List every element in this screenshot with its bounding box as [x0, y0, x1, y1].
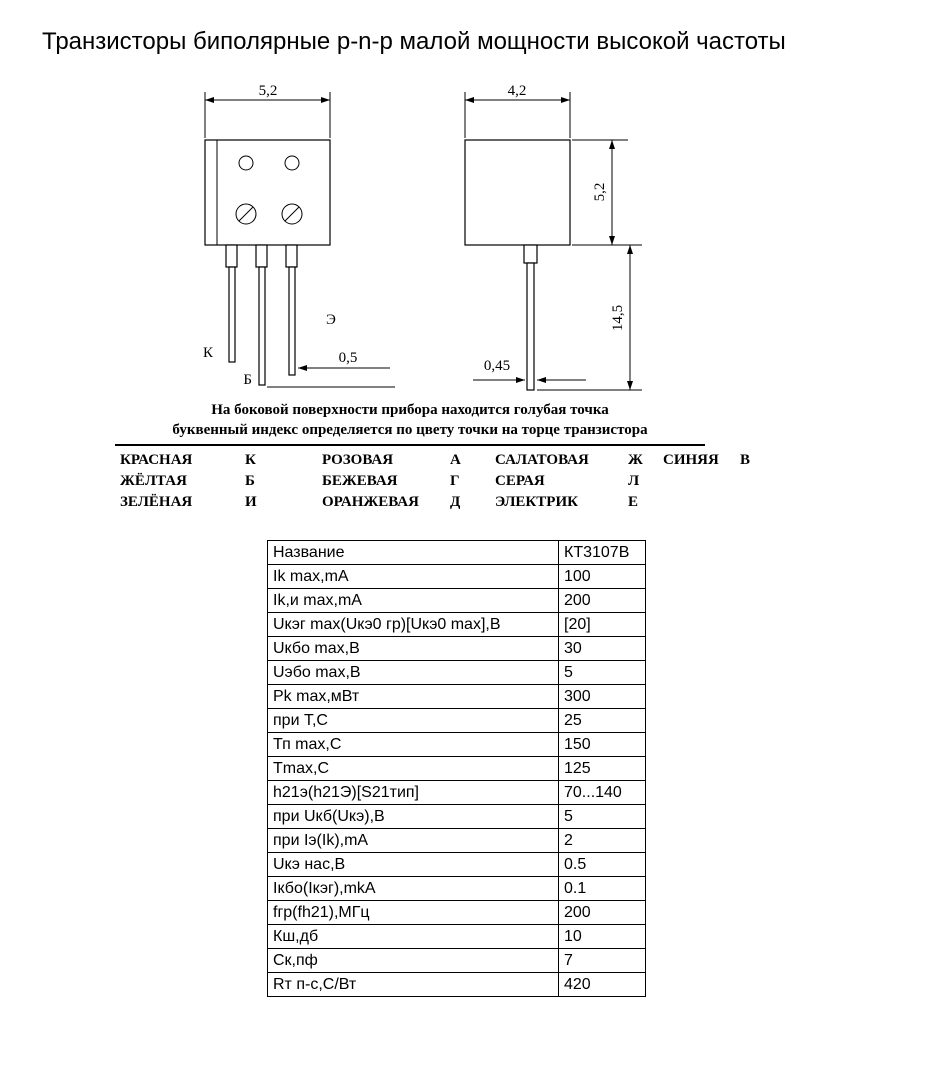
- value-cell: 5: [559, 661, 646, 685]
- empty-cell: [740, 492, 780, 513]
- value-cell: [20]: [559, 613, 646, 637]
- code-letter: Б: [245, 473, 255, 489]
- value-cell: 300: [559, 685, 646, 709]
- value-cell: 0.5: [559, 853, 646, 877]
- value-cell: 200: [559, 589, 646, 613]
- front-lead-width-dim-label: 0,5: [338, 350, 358, 366]
- value-cell: 100: [559, 565, 646, 589]
- param-cell: Uкэг max(Uкэ0 гр)[Uкэ0 max],B: [268, 613, 559, 637]
- code-letter: Г: [450, 473, 460, 489]
- value-cell: 25: [559, 709, 646, 733]
- param-cell: Pk max,мВт: [268, 685, 559, 709]
- code-letter: А: [450, 452, 461, 468]
- table-row: [268, 925, 646, 949]
- table-row: [268, 901, 646, 925]
- color-name: ОРАНЖЕВАЯ: [322, 494, 419, 510]
- color-code-table: [120, 450, 780, 513]
- param-cell: Uкбо max,B: [268, 637, 559, 661]
- table-row: [268, 589, 646, 613]
- empty-cell: [663, 492, 740, 513]
- table-row: [268, 757, 646, 781]
- front-width-dim-label: 5,2: [258, 83, 278, 99]
- value-cell: 7: [559, 949, 646, 973]
- value-cell: 30: [559, 637, 646, 661]
- param-cell: при Uкб(Uкэ),B: [268, 805, 559, 829]
- color-name: КРАСНАЯ: [120, 452, 193, 468]
- code-letter: К: [245, 452, 256, 468]
- value-cell: 125: [559, 757, 646, 781]
- package-drawings: [0, 80, 932, 420]
- table-row: [268, 661, 646, 685]
- color-name: ЖЁЛТАЯ: [120, 473, 187, 489]
- table-row: [268, 541, 646, 565]
- color-name: БЕЖЕВАЯ: [322, 473, 398, 489]
- code-letter: И: [245, 494, 257, 510]
- spec-table: [267, 540, 646, 997]
- param-cell: Uкэ нас,B: [268, 853, 559, 877]
- side-view-drawing: [465, 83, 642, 390]
- table-row: [268, 637, 646, 661]
- color-name: ЭЛЕКТРИК: [495, 494, 578, 510]
- empty-cell: [663, 471, 740, 492]
- page-title: Транзисторы биполярные p-n-p малой мощности высокой частоты: [42, 28, 786, 55]
- side-body-height-dim-label: 5,2: [592, 182, 608, 202]
- code-letter: Е: [628, 494, 639, 510]
- table-row: [268, 709, 646, 733]
- table-row: [268, 853, 646, 877]
- table-row: [268, 781, 646, 805]
- table-row: [268, 733, 646, 757]
- param-cell: Tmax,С: [268, 757, 559, 781]
- param-cell: Iкбо(Iкэг),mkA: [268, 877, 559, 901]
- front-pin-e-label: Э: [326, 312, 336, 328]
- value-cell: 10: [559, 925, 646, 949]
- param-cell: h21э(h21Э)[S21тип]: [268, 781, 559, 805]
- value-cell: 5: [559, 805, 646, 829]
- param-cell: Ск,пф: [268, 949, 559, 973]
- side-width-dim-label: 4,2: [507, 83, 527, 99]
- param-cell: Uэбо max,B: [268, 661, 559, 685]
- value-cell: 420: [559, 973, 646, 997]
- note-line-2: буквенный индекс определяется по цвету точки на торце транзистора: [172, 422, 648, 438]
- side-lead-width-dim-label: 0,45: [483, 358, 511, 374]
- param-cell: при Т,С: [268, 709, 559, 733]
- param-cell: Ik,и max,mA: [268, 589, 559, 613]
- table-row: [268, 877, 646, 901]
- color-name: СЕРАЯ: [495, 473, 545, 489]
- param-cell: Тп max,С: [268, 733, 559, 757]
- param-cell: Кш,дб: [268, 925, 559, 949]
- note-line-1: На боковой поверхности прибора находится голубая точка: [211, 402, 609, 418]
- note-block: [115, 400, 705, 446]
- empty-cell: [740, 471, 780, 492]
- param-cell: fгр(fh21),МГц: [268, 901, 559, 925]
- value-cell: 0.1: [559, 877, 646, 901]
- front-pin-k-label: К: [202, 345, 213, 361]
- code-letter: Л: [628, 473, 640, 489]
- table-row: [268, 613, 646, 637]
- color-name: ЗЕЛЁНАЯ: [120, 494, 193, 510]
- param-cell: при Iэ(Ik),mA: [268, 829, 559, 853]
- value-cell: КТ3107В: [559, 541, 646, 565]
- table-row: [268, 829, 646, 853]
- front-view-drawing: [203, 83, 395, 388]
- table-row: [268, 565, 646, 589]
- table-row: [268, 949, 646, 973]
- value-cell: 150: [559, 733, 646, 757]
- code-letter: Ж: [628, 452, 643, 468]
- value-cell: 2: [559, 829, 646, 853]
- color-name: САЛАТОВАЯ: [495, 452, 589, 468]
- table-row: [268, 973, 646, 997]
- param-cell: Rт п-с,С/Вт: [268, 973, 559, 997]
- value-cell: 70...140: [559, 781, 646, 805]
- table-row: [268, 685, 646, 709]
- color-name: РОЗОВАЯ: [322, 452, 394, 468]
- front-pin-b-label: Б: [243, 372, 252, 388]
- value-cell: 200: [559, 901, 646, 925]
- side-lead-length-dim-label: 14,5: [610, 304, 626, 332]
- color-name: СИНЯЯ: [663, 452, 719, 468]
- param-cell: Название: [268, 541, 559, 565]
- code-letter: В: [740, 452, 751, 468]
- code-letter: Д: [450, 494, 461, 510]
- table-row: [268, 805, 646, 829]
- param-cell: Ik max,mA: [268, 565, 559, 589]
